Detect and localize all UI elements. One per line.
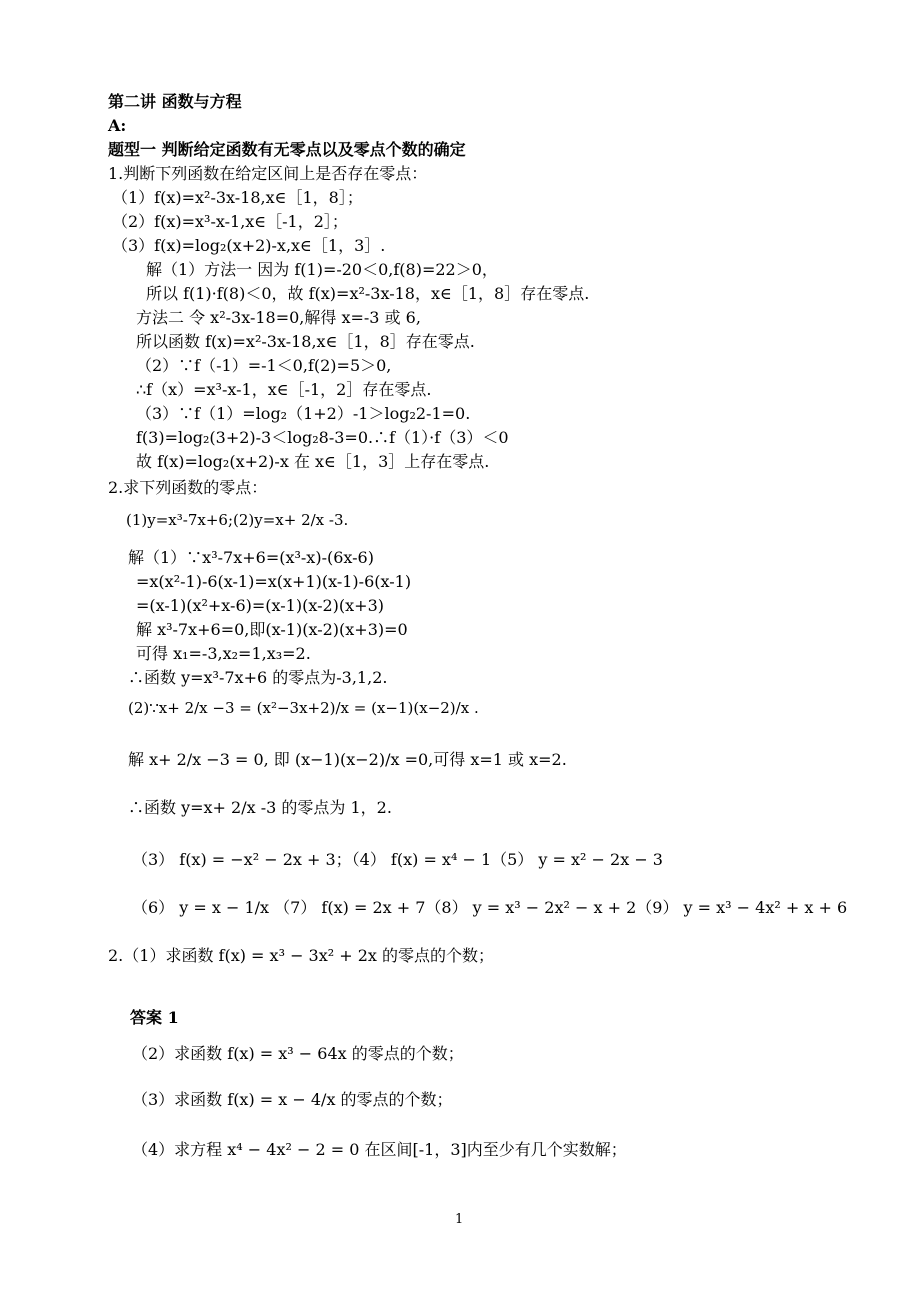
lecture-title: 第二讲 函数与方程 — [108, 92, 242, 111]
solution-2-part-2: (2)∵x+ 2/x −3 = (x²−3x+2)/x = (x−1)(x−2)/x . — [128, 699, 479, 717]
solution-1-line: 所以函数 f(x)=x²-3x-18,x∈［1，8］存在零点. — [136, 332, 475, 351]
exercise-line: （6） y = x − 1/x （7） f(x) = 2x + 7（8） y = x³ − 2x² − x + 2（9） y = x³ − 4x² + x + 6 — [132, 898, 848, 917]
type1-heading: 题型一 判断给定函数有无零点以及零点个数的确定 — [108, 140, 466, 159]
solution-2-line: =x(x²-1)-6(x-1)=x(x+1)(x-1)-6(x-1) — [136, 572, 412, 591]
solution-2-line: 可得 x₁=-3,x₂=1,x₃=2. — [136, 644, 311, 663]
solution-1-line: 所以 f(1)·f(8)＜0，故 f(x)=x²-3x-18，x∈［1，8］存在零点. — [146, 284, 590, 303]
solution-1-line: f(3)=log₂(3+2)-3＜log₂8-3=0.∴f（1）·f（3）＜0 — [136, 428, 509, 447]
answer-line: 答案 1 — [130, 1008, 179, 1027]
problem-3-part-2: （2）求函数 f(x) = x³ − 64x 的零点的个数； — [132, 1044, 464, 1063]
problem-3-part-1: 2.（1）求函数 f(x) = x³ − 3x² + 2x 的零点的个数； — [108, 946, 495, 965]
exercise-line: （3） f(x) = −x² − 2x + 3；（4） f(x) = x⁴ − 1（5） y = x² − 2x − 3 — [132, 850, 663, 869]
problem-3-part-3: （3）求函数 f(x) = x − 4/x 的零点的个数； — [132, 1090, 453, 1109]
solution-2-conclusion: ∴函数 y=x+ 2/x -3 的零点为 1，2. — [128, 798, 392, 817]
page-number: 1 — [455, 1212, 464, 1227]
solution-2-line: 解（1）∵x³-7x+6=(x³-x)-(6x-6) — [128, 548, 374, 567]
problem-1-part-1: （1）f(x)=x²-3x-18,x∈［1，8］； — [112, 188, 363, 207]
problem-1-part-3: （3）f(x)=log₂(x+2)-x,x∈［1，3］. — [112, 236, 386, 255]
solution-1-method-1: 解（1）方法一 因为 f(1)=-20＜0,f(8)=22＞0， — [146, 260, 498, 279]
solution-1-line: 故 f(x)=log₂(x+2)-x 在 x∈［1，3］上存在零点. — [136, 452, 490, 471]
problem-3-part-4: （4）求方程 x⁴ − 4x² − 2 = 0 在区间[-1，3]内至少有几个实数解； — [132, 1140, 627, 1159]
solution-2-conclusion: ∴函数 y=x³-7x+6 的零点为-3,1,2. — [128, 668, 388, 687]
solution-1-method-2: 方法二 令 x²-3x-18=0,解得 x=-3 或 6, — [136, 308, 421, 327]
solution-1-part-2: （2）∵f（-1）=-1＜0,f(2)=5＞0, — [136, 356, 392, 375]
solution-2-line: 解 x³-7x+6=0,即(x-1)(x-2)(x+3)=0 — [136, 620, 408, 639]
solution-1-part-3: （3）∵f（1）=log₂（1+2）-1＞log₂2-1=0. — [136, 404, 471, 423]
problem-2-stem: 2.求下列函数的零点： — [108, 478, 268, 497]
problem-1-stem: 1.判断下列函数在给定区间上是否存在零点： — [108, 164, 428, 183]
section-a-label: A: — [108, 116, 127, 135]
problem-2-functions: (1)y=x³-7x+6;(2)y=x+ 2/x -3. — [126, 511, 349, 529]
solution-2-line: 解 x+ 2/x −3 = 0, 即 (x−1)(x−2)/x =0,可得 x=1 或 x=2. — [128, 750, 567, 769]
solution-2-line: =(x-1)(x²+x-6)=(x-1)(x-2)(x+3) — [136, 596, 384, 615]
solution-1-line: ∴f（x）=x³-x-1，x∈［-1，2］存在零点. — [136, 380, 432, 399]
problem-1-part-2: （2）f(x)=x³-x-1,x∈［-1，2］； — [112, 212, 348, 231]
